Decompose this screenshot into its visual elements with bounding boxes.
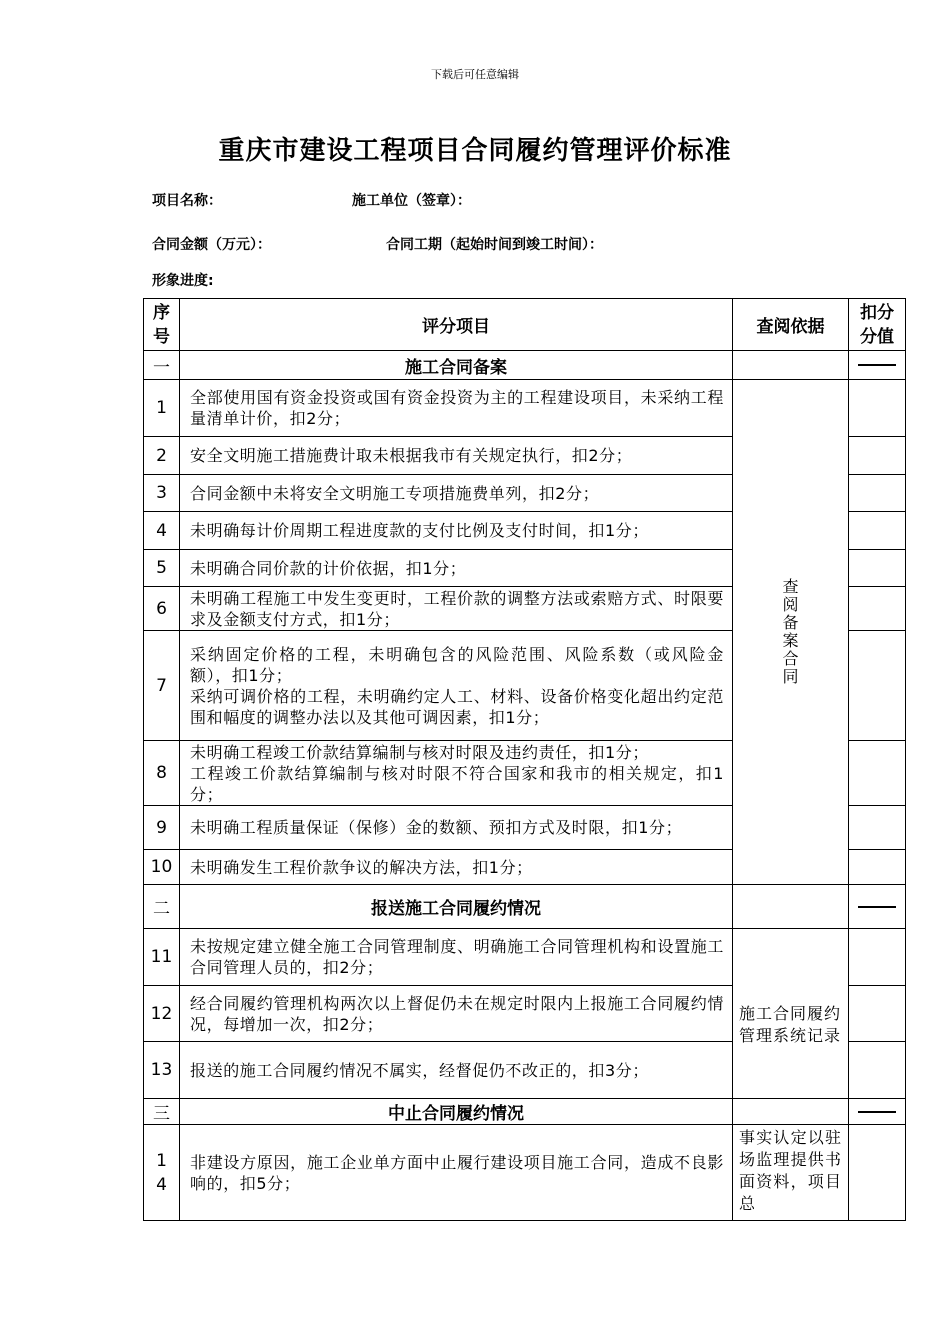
section-score-dash [849, 1099, 906, 1125]
table-row [144, 1125, 906, 1221]
section-score-dash [849, 351, 906, 380]
basis-text: 查阅备案合同 [782, 577, 799, 686]
score-cell [849, 929, 906, 986]
basis-cell [733, 380, 849, 885]
row-seq: 13 [144, 1042, 180, 1099]
contract-amount-label: 合同金额（万元）： [152, 237, 271, 253]
section-number: 一 [144, 351, 180, 380]
row-text: 非建设方原因，施工企业单方面中止履行建设项目施工合同，造成不良影响的，扣5分； [180, 1125, 733, 1221]
header-item: 评分项目 [180, 299, 733, 351]
row-text: 未按规定建立健全施工合同管理制度、明确施工合同管理机构和设置施工合同管理人员的，扣2分； [180, 929, 733, 986]
row-seq: 2 [144, 437, 180, 475]
score-cell [849, 986, 906, 1042]
row-text: 未明确发生工程价款争议的解决方法，扣1分； [180, 850, 733, 885]
row-seq: 12 [144, 986, 180, 1042]
document-title: 重庆市建设工程项目合同履约管理评价标准 [218, 136, 732, 166]
section-title: 施工合同备案 [180, 351, 733, 380]
score-cell [849, 380, 906, 437]
row-text: 安全文明施工措施费计取未根据我市有关规定执行，扣2分； [180, 437, 733, 475]
basis-text: 事实认定以驻场监理提供书面资料，项目总 [739, 1128, 842, 1213]
row-seq: 9 [144, 806, 180, 850]
row-seq: 4 [144, 512, 180, 550]
section-score-dash [849, 885, 906, 929]
row-text: 报送的施工合同履约情况不属实，经督促仍不改正的，扣3分； [180, 1042, 733, 1099]
score-cell [849, 512, 906, 550]
section-row [144, 351, 906, 380]
basis-cell [733, 929, 849, 1099]
row-text [180, 631, 733, 741]
row-seq: 1 [144, 380, 180, 437]
header-basis: 查阅依据 [733, 299, 849, 351]
row-text: 未明确工程质量保证（保修）金的数额、预扣方式及时限，扣1分； [180, 806, 733, 850]
section-number: 二 [144, 885, 180, 929]
row-text-part: 采纳可调价格的工程，未明确约定人工、材料、设备价格变化超出约定范围和幅度的调整办法以及其他可调因素，扣1分； [190, 686, 724, 727]
row-text: 合同金额中未将安全文明施工专项措施费单列，扣2分； [180, 475, 733, 512]
score-cell [849, 741, 906, 806]
row-text [180, 741, 733, 806]
basis-cell [733, 1125, 849, 1221]
row-text-part: 未明确工程竣工价款结算编制与核对时限及违约责任，扣1分； [190, 742, 649, 762]
score-cell [849, 475, 906, 512]
row-seq: 6 [144, 587, 180, 631]
row-text-part: 采纳固定价格的工程，未明确包含的风险范围、风险系数（或风险金额），扣1分； [190, 644, 724, 685]
row-seq: 10 [144, 850, 180, 885]
row-text-part: 工程竣工价款结算编制与核对时限不符合国家和我市的相关规定，扣1分； [190, 763, 724, 804]
row-text: 未明确工程施工中发生变更时，工程价款的调整方法或索赔方式、时限要求及金额支付方式，扣1分； [180, 587, 733, 631]
section-row [144, 1099, 906, 1125]
row-text: 未明确每计价周期工程进度款的支付比例及支付时间，扣1分； [180, 512, 733, 550]
row-text: 未明确合同价款的计价依据，扣1分； [180, 550, 733, 587]
row-seq: 7 [144, 631, 180, 741]
project-name-label: 项目名称： [152, 193, 222, 209]
table-header-row [144, 299, 906, 351]
contract-period-label: 合同工期（起始时间到竣工时间）： [386, 237, 603, 253]
score-cell [849, 850, 906, 885]
score-cell [849, 437, 906, 475]
header-seq: 序 号 [144, 299, 180, 351]
row-text: 全部使用国有资金投资或国有资金投资为主的工程建设项目，未采纳工程量清单计价，扣2分； [180, 380, 733, 437]
basis-text: 施工合同履约管理系统记录 [739, 1003, 842, 1045]
construction-unit-label: 施工单位（签章）： [352, 193, 471, 209]
score-cell [849, 587, 906, 631]
header-note: 下载后可任意编辑 [431, 68, 519, 81]
row-seq: 8 [144, 741, 180, 806]
row-seq: 5 [144, 550, 180, 587]
header-score: 扣分 分值 [849, 299, 906, 351]
progress-label: 形象进度: [152, 273, 214, 289]
table-row [144, 929, 906, 986]
section-number: 三 [144, 1099, 180, 1125]
score-cell [849, 550, 906, 587]
score-cell [849, 1042, 906, 1099]
section-title: 中止合同履约情况 [180, 1099, 733, 1125]
score-cell [849, 806, 906, 850]
row-seq: 1 4 [144, 1125, 180, 1221]
row-seq: 3 [144, 475, 180, 512]
row-text: 经合同履约管理机构两次以上督促仍未在规定时限内上报施工合同履约情况，每增加一次，扣2分； [180, 986, 733, 1042]
table-row [144, 380, 906, 437]
section-row [144, 885, 906, 929]
section-title: 报送施工合同履约情况 [180, 885, 733, 929]
row-seq: 11 [144, 929, 180, 986]
score-cell [849, 631, 906, 741]
evaluation-table [143, 298, 906, 1221]
score-cell [849, 1125, 906, 1221]
